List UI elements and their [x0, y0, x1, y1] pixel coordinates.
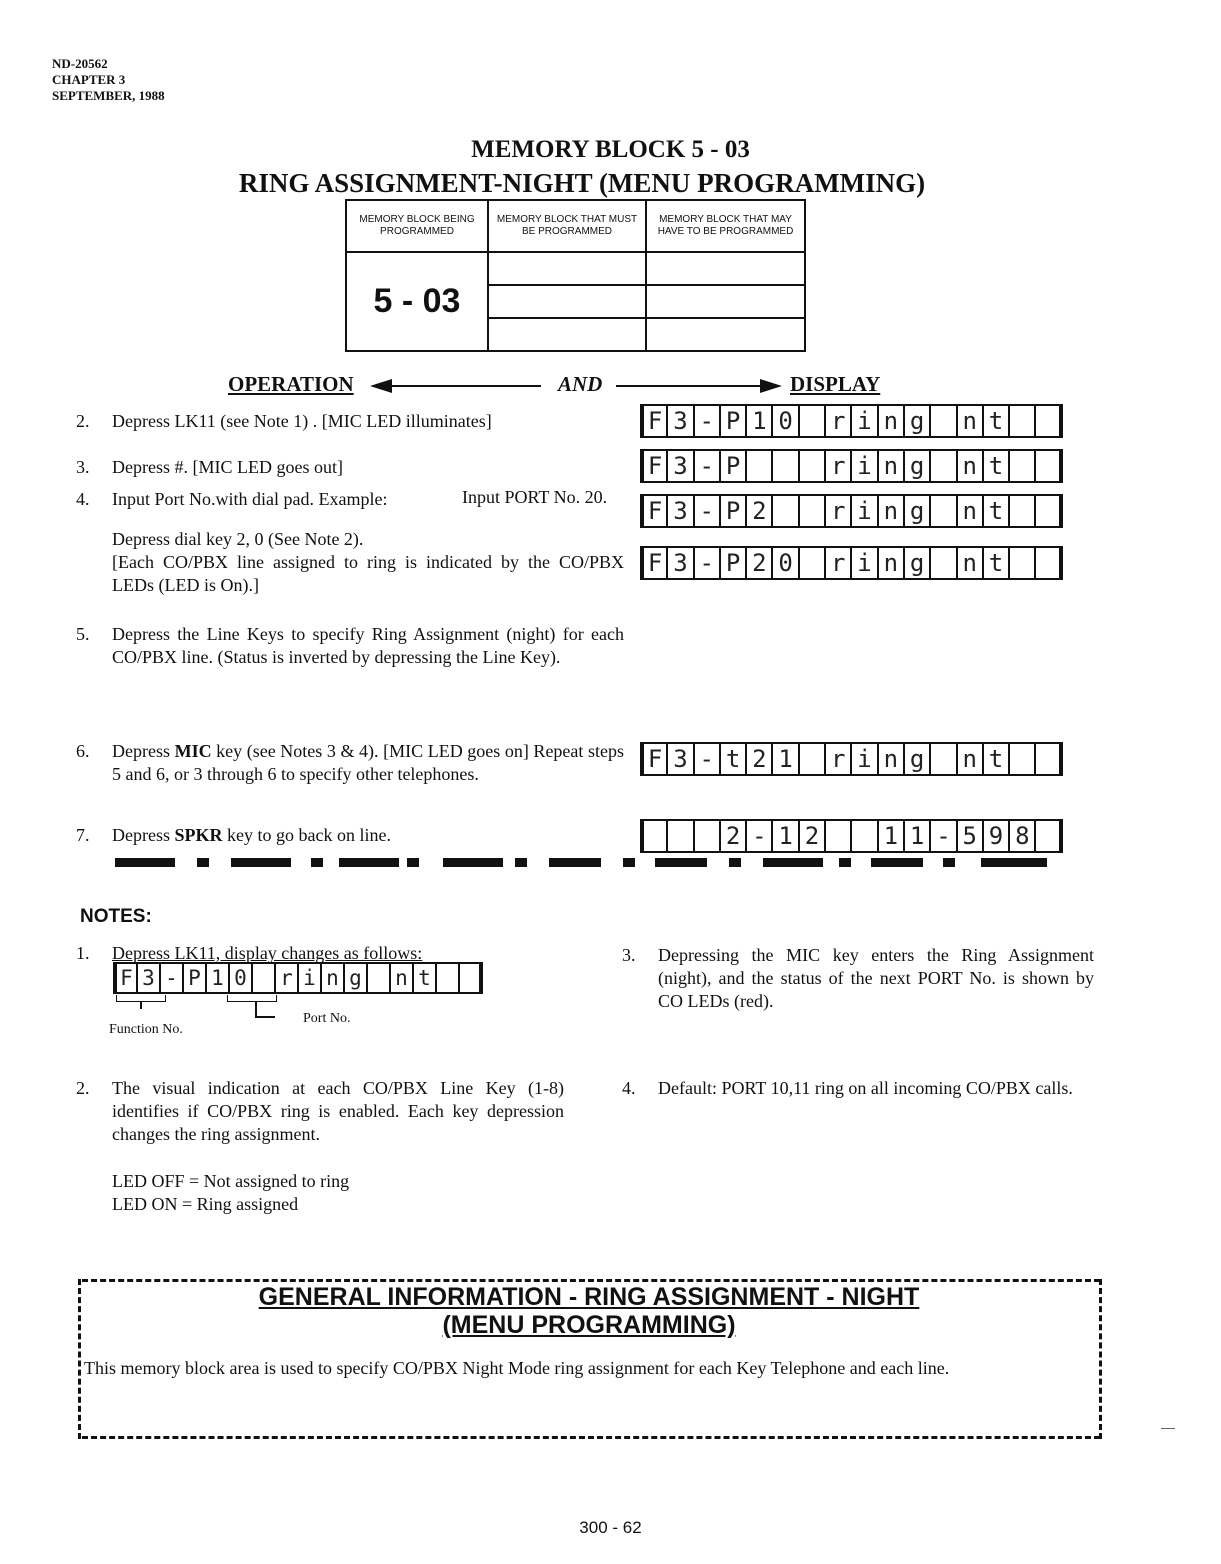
mb-col3-header: MEMORY BLOCK THAT MAY HAVE TO BE PROGRAMMED	[646, 200, 805, 252]
lcd-cell: -	[693, 449, 721, 483]
lcd-cell: n	[956, 404, 984, 438]
lcd-cell: -	[693, 494, 721, 528]
step-text: key to go back on line.	[222, 825, 391, 845]
mb-cell	[488, 285, 646, 318]
lcd-cell: r	[824, 404, 852, 438]
lcd-cell: F	[640, 494, 668, 528]
lcd-cell: 1	[771, 742, 799, 776]
lcd-cell	[1008, 742, 1036, 776]
lcd-cell: F	[113, 962, 138, 994]
lcd-cell: -	[693, 546, 721, 580]
lcd-cell: r	[824, 494, 852, 528]
lcd-cell	[798, 742, 826, 776]
lcd-cell	[929, 494, 957, 528]
step-text: Depress the Line Keys to specify Ring Assignment (night) for each CO/PBX line. (Status is inverted by depressing the Line Key).	[112, 624, 624, 667]
step-4	[76, 488, 624, 597]
lcd-cell: t	[982, 404, 1010, 438]
mb-cell	[488, 318, 646, 351]
note-2	[76, 1077, 564, 1216]
lcd-cell	[366, 962, 391, 994]
notes-heading: NOTES:	[80, 906, 152, 927]
lcd-cell	[929, 449, 957, 483]
lcd-cell: -	[693, 404, 721, 438]
lcd-cell	[458, 962, 483, 994]
step-text-pre: Depress	[112, 825, 175, 845]
step-text: Depress #. [MIC LED goes out]	[112, 457, 343, 477]
lcd-cell: -	[745, 819, 773, 853]
date: SEPTEMBER, 1988	[52, 88, 165, 103]
lcd-cell: i	[297, 962, 322, 994]
lcd-cell: g	[343, 962, 368, 994]
lcd-cell	[1008, 449, 1036, 483]
lcd-cell	[824, 819, 852, 853]
lcd-cell: 0	[771, 404, 799, 438]
lcd-cell: 2	[745, 742, 773, 776]
step-text-3: [Each CO/PBX line assigned to ring is indicated by the CO/PBX LEDs (LED is On).]	[112, 552, 624, 595]
operation-display-header	[228, 372, 898, 402]
lcd-cell: 3	[666, 742, 694, 776]
step-number: 5.	[76, 624, 90, 644]
lcd-cell: r	[274, 962, 299, 994]
note-number: 3.	[622, 945, 636, 965]
lcd-cell: r	[824, 449, 852, 483]
step-text-2: Depress dial key 2, 0 (See Note 2).	[112, 529, 364, 549]
note-number: 1.	[76, 943, 90, 963]
lcd-cell: P	[719, 546, 747, 580]
lcd-cell: P	[719, 404, 747, 438]
lcd-cell: 2	[798, 819, 826, 853]
lcd-cell: t	[982, 494, 1010, 528]
lcd-cell	[666, 819, 694, 853]
memory-block-table	[345, 199, 806, 352]
lcd-cell: n	[877, 404, 905, 438]
lcd-cell: n	[389, 962, 414, 994]
lcd-cell: -	[693, 742, 721, 776]
lcd-cell: t	[982, 449, 1010, 483]
lcd-cell: i	[850, 404, 878, 438]
lcd-display-step-7	[640, 819, 1063, 853]
lcd-cell: 3	[666, 449, 694, 483]
step-6	[76, 740, 624, 786]
lcd-cell: r	[824, 742, 852, 776]
lcd-cell: P	[719, 449, 747, 483]
step-number: 6.	[76, 741, 90, 761]
lcd-cell: t	[412, 962, 437, 994]
mb-cell	[488, 252, 646, 285]
page-subtitle: RING ASSIGNMENT-NIGHT (MENU PROGRAMMING)	[238, 168, 926, 198]
lcd-cell	[1034, 742, 1062, 776]
lcd-cell: 3	[136, 962, 161, 994]
lcd-cell: -	[159, 962, 184, 994]
lcd-cell: n	[956, 494, 984, 528]
lcd-cell	[798, 404, 826, 438]
operation-label: OPERATION	[228, 372, 354, 396]
lcd-display-step-2	[640, 404, 1063, 438]
step-text-pre: Depress	[112, 741, 175, 761]
lcd-cell: 2	[719, 819, 747, 853]
arrow-right-icon	[616, 385, 776, 387]
lcd-cell: P	[182, 962, 207, 994]
note-number: 2.	[76, 1078, 90, 1098]
lcd-cell: F	[640, 449, 668, 483]
lcd-cell	[1034, 494, 1062, 528]
lcd-cell: n	[877, 742, 905, 776]
step-key-name: SPKR	[174, 825, 223, 845]
step-text: key (see Notes 3 & 4). [MIC LED goes on] Repeat steps 5 and 6, or 3 through 6 to specify other telephones.	[112, 741, 624, 784]
lcd-cell: 1	[877, 819, 905, 853]
page-title: MEMORY BLOCK 5 - 03	[471, 136, 750, 163]
note-text: Default: PORT 10,11 ring on all incoming CO/PBX calls.	[658, 1078, 1073, 1098]
lcd-cell: 3	[666, 494, 694, 528]
general-info-subtitle: (MENU PROGRAMMING)	[442, 1311, 736, 1339]
lcd-cell	[745, 449, 773, 483]
lcd-cell	[929, 546, 957, 580]
lcd-cell	[1034, 404, 1062, 438]
step-text: Input Port No.with dial pad. Example:	[112, 489, 388, 509]
lcd-display-note-1	[113, 962, 483, 996]
step-3	[76, 456, 624, 479]
chapter: CHAPTER 3	[52, 72, 126, 87]
lcd-cell	[1008, 494, 1036, 528]
lcd-display-step-6	[640, 742, 1063, 776]
step-number: 3.	[76, 457, 90, 477]
lcd-cell: 2	[745, 494, 773, 528]
lcd-cell: i	[850, 546, 878, 580]
mb-cell	[646, 252, 805, 285]
lcd-cell	[798, 546, 826, 580]
lcd-cell: n	[956, 449, 984, 483]
function-no-label: Function No.	[109, 1022, 183, 1037]
lcd-cell	[640, 819, 668, 853]
lcd-cell	[798, 449, 826, 483]
step-number: 7.	[76, 825, 90, 845]
step-7	[76, 824, 624, 847]
lcd-cell: 1	[205, 962, 230, 994]
margin-mark	[1161, 1428, 1175, 1429]
lcd-cell	[251, 962, 276, 994]
note-3	[622, 944, 1094, 1013]
note-number: 4.	[622, 1078, 636, 1098]
note-text: Depressing the MIC key enters the Ring Assignment (night), and the status of the next PORT No. is shown by CO LEDs (red).	[658, 945, 1094, 1011]
step-number: 2.	[76, 411, 90, 431]
general-info-body: This memory block area is used to specify CO/PBX Night Mode ring assignment for each Key Telephone and each line.	[84, 1358, 950, 1378]
lcd-cell	[1008, 404, 1036, 438]
lcd-cell: t	[719, 742, 747, 776]
port-bracket	[227, 995, 277, 1002]
lcd-cell: F	[640, 404, 668, 438]
lcd-cell	[929, 404, 957, 438]
step-key-name: MIC	[174, 741, 212, 761]
lcd-cell: 0	[771, 546, 799, 580]
lcd-cell: i	[850, 494, 878, 528]
lcd-cell: 3	[666, 546, 694, 580]
general-info-title: GENERAL INFORMATION - RING ASSIGNMENT - NIGHT	[258, 1283, 920, 1311]
lcd-cell	[435, 962, 460, 994]
note-text: Depress LK11, display changes as follows:	[112, 943, 423, 963]
note-4	[622, 1077, 1094, 1100]
lcd-cell: g	[903, 494, 931, 528]
step-text: Depress LK11 (see Note 1) . [MIC LED illuminates]	[112, 411, 492, 431]
lcd-cell: 1	[771, 819, 799, 853]
lcd-cell	[1008, 546, 1036, 580]
lcd-cell	[771, 449, 799, 483]
lcd-cell	[1034, 546, 1062, 580]
step-number: 4.	[76, 489, 90, 509]
lcd-cell: 0	[228, 962, 253, 994]
lcd-cell: F	[640, 546, 668, 580]
lcd-cell: n	[956, 546, 984, 580]
lcd-cell: 1	[745, 404, 773, 438]
lcd-cell: t	[982, 546, 1010, 580]
lcd-cell: i	[850, 742, 878, 776]
lcd-cell: n	[877, 494, 905, 528]
lcd-cell: 2	[745, 546, 773, 580]
lcd-cell: n	[877, 449, 905, 483]
lcd-cell: 1	[903, 819, 931, 853]
lcd-cell: F	[640, 742, 668, 776]
lcd-cell: r	[824, 546, 852, 580]
lcd-cell: 9	[982, 819, 1010, 853]
lcd-display-step-3	[640, 449, 1063, 483]
doc-number: ND-20562	[52, 56, 108, 71]
mb-col2-header: MEMORY BLOCK THAT MUST BE PROGRAMMED	[488, 200, 646, 252]
mb-cell	[646, 285, 805, 318]
lcd-cell	[693, 819, 721, 853]
lcd-cell	[1034, 819, 1062, 853]
lcd-cell: g	[903, 546, 931, 580]
port-no-label: Port No.	[303, 1011, 351, 1026]
and-label: AND	[558, 372, 603, 396]
lcd-cell	[771, 494, 799, 528]
step-2	[76, 410, 624, 433]
lcd-display-step-4a	[640, 494, 1063, 528]
lcd-cell	[1034, 449, 1062, 483]
lcd-cell	[929, 742, 957, 776]
note-text: The visual indication at each CO/PBX Line Key (1-8) identifies if CO/PBX ring is enabled. Each key depression changes the ring assignment.	[112, 1078, 564, 1144]
mb-col1-header: MEMORY BLOCK BEING PROGRAMMED	[346, 200, 488, 252]
mb-cell	[646, 318, 805, 351]
arrow-left-icon	[376, 385, 541, 387]
lcd-cell: g	[903, 742, 931, 776]
lcd-cell: g	[903, 449, 931, 483]
document-header	[52, 56, 165, 104]
step-example: Input PORT No. 20.	[462, 487, 608, 507]
lcd-cell: 5	[956, 819, 984, 853]
page-number: 300 - 62	[579, 1518, 642, 1537]
step-5	[76, 623, 624, 669]
lcd-cell: -	[929, 819, 957, 853]
lcd-cell: 3	[666, 404, 694, 438]
lcd-cell: n	[320, 962, 345, 994]
led-on-text: LED ON = Ring assigned	[112, 1194, 299, 1214]
led-off-text: LED OFF = Not assigned to ring	[112, 1171, 350, 1191]
separator-dashes	[115, 858, 1047, 868]
mb-current-block: 5 - 03	[346, 252, 488, 351]
general-information-box	[74, 1273, 1104, 1439]
lcd-cell: i	[850, 449, 878, 483]
lcd-cell: t	[982, 742, 1010, 776]
lcd-cell	[798, 494, 826, 528]
lcd-cell: P	[719, 494, 747, 528]
lcd-cell: 8	[1008, 819, 1036, 853]
lcd-cell	[850, 819, 878, 853]
lcd-cell: n	[877, 546, 905, 580]
display-label: DISPLAY	[790, 372, 881, 396]
lcd-cell: g	[903, 404, 931, 438]
lcd-cell: n	[956, 742, 984, 776]
lcd-display-step-4b	[640, 546, 1063, 580]
